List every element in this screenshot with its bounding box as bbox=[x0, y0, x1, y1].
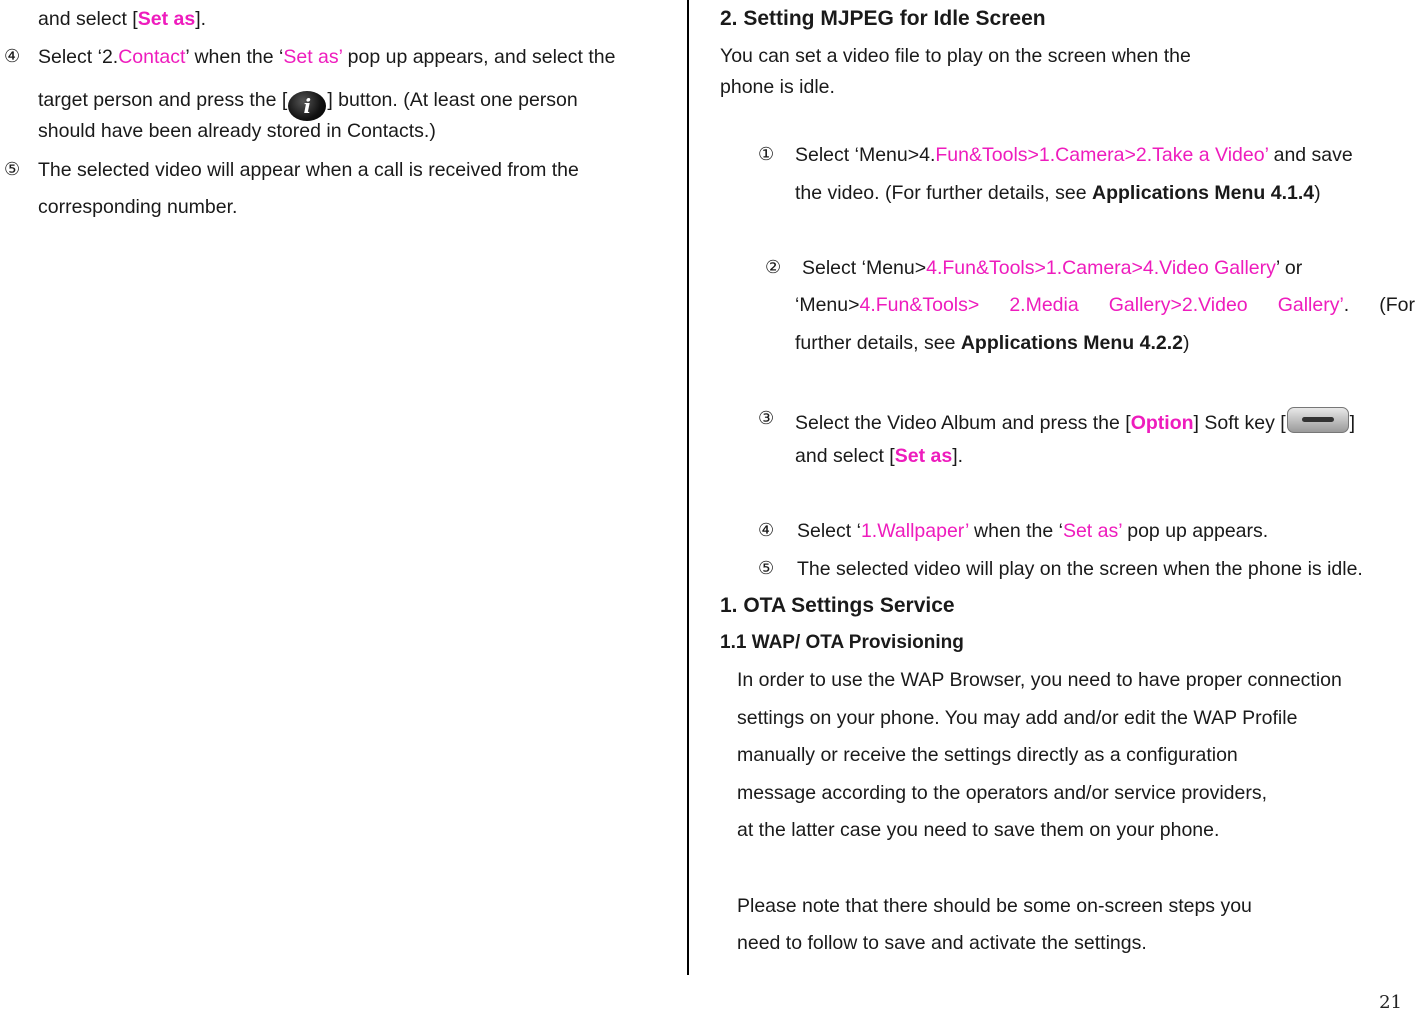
intro-line2: phone is idle. bbox=[720, 76, 835, 98]
column-divider bbox=[687, 0, 689, 975]
menu-reference: Applications Menu 4.1.4 bbox=[1091, 182, 1315, 204]
text: pop up appears, and select the bbox=[342, 46, 616, 68]
text: ] Soft key [ bbox=[1193, 412, 1286, 434]
step1-line1 bbox=[795, 143, 1353, 167]
ota-subtitle: 1.1 WAP/ OTA Provisioning bbox=[720, 632, 964, 653]
option-label: Option bbox=[1130, 412, 1194, 434]
page-number: 21 bbox=[1379, 992, 1402, 1013]
left-step5-line1: The selected video will appear when a call is received from the bbox=[38, 159, 579, 181]
text: ’ or bbox=[1275, 257, 1303, 279]
step3-line1 bbox=[795, 407, 1355, 435]
set-as-label: Set as bbox=[137, 8, 196, 30]
step-5-number: ⑤ bbox=[4, 159, 21, 180]
text: Select ‘2. bbox=[38, 46, 119, 68]
softkey-icon bbox=[1287, 407, 1349, 433]
text: and select [ bbox=[38, 8, 138, 30]
text: ] button. (At least one person bbox=[327, 89, 578, 111]
left-step5-line2: corresponding number. bbox=[38, 196, 238, 218]
para1-line: message according to the operators and/or service providers, bbox=[737, 782, 1268, 804]
set-as-label: Set as’ bbox=[1062, 520, 1122, 542]
text: when the ‘ bbox=[968, 520, 1063, 542]
text: Select ‘ bbox=[797, 520, 861, 542]
text: (For bbox=[1379, 294, 1415, 316]
step2-line1 bbox=[802, 256, 1302, 280]
menu-path: Gallery’ bbox=[1277, 294, 1344, 316]
para1-line: settings on your phone. You may add and/or edit the WAP Profile bbox=[737, 707, 1298, 729]
text: ’ when the ‘ bbox=[185, 46, 284, 68]
text: the video. (For further details, see bbox=[795, 182, 1092, 204]
intro-line1: You can set a video file to play on the screen when the bbox=[720, 45, 1191, 67]
text: pop up appears. bbox=[1121, 520, 1269, 542]
menu-path: 2.Media bbox=[1009, 294, 1079, 316]
text: Select ‘Menu> bbox=[802, 257, 927, 279]
section-heading: 2. Setting MJPEG for Idle Screen bbox=[720, 7, 1046, 30]
text: ) bbox=[1182, 332, 1190, 354]
step3-line2 bbox=[795, 444, 963, 468]
text: ]. bbox=[195, 8, 207, 30]
text: ) bbox=[1314, 182, 1321, 204]
step2-line3 bbox=[795, 331, 1189, 355]
left-step4-line2 bbox=[38, 88, 578, 121]
step5-line1: The selected video will play on the screen when the phone is idle. bbox=[797, 558, 1363, 580]
step4-line1 bbox=[797, 519, 1268, 543]
para1-line: In order to use the WAP Browser, you need to have proper connection bbox=[737, 669, 1342, 691]
menu-path: 4.Fun&Tools> bbox=[859, 294, 980, 316]
para1-line: at the latter case you need to save them on your phone. bbox=[737, 819, 1220, 841]
step-4-number: ④ bbox=[758, 520, 775, 541]
info-icon: i bbox=[288, 91, 326, 121]
wallpaper-label: 1.Wallpaper’ bbox=[860, 520, 969, 542]
menu-path: Fun&Tools>1.Camera>2.Take a Video’ bbox=[935, 144, 1269, 166]
step-1-number: ① bbox=[758, 144, 775, 165]
text: Select ‘Menu>4. bbox=[795, 144, 936, 166]
menu-reference: Applications Menu 4.2.2 bbox=[960, 332, 1183, 354]
menu-path: Gallery>2.Video bbox=[1108, 294, 1248, 316]
para1-line: manually or receive the settings directly as a configuration bbox=[737, 744, 1238, 766]
text: ]. bbox=[952, 445, 964, 467]
contact-label: Contact bbox=[118, 46, 186, 68]
step-3-number: ③ bbox=[758, 408, 775, 429]
set-as-label: Set as bbox=[894, 445, 953, 467]
para2-line: Please note that there should be some on-screen steps you bbox=[737, 895, 1252, 917]
menu-path: 4.Fun&Tools>1.Camera>4.Video Gallery bbox=[926, 257, 1276, 279]
step-5-number: ⑤ bbox=[758, 558, 775, 579]
text: ] bbox=[1349, 412, 1356, 434]
left-cont-line bbox=[38, 7, 206, 31]
text: ‘Menu> bbox=[795, 294, 860, 316]
step2-line2 bbox=[795, 293, 1415, 317]
left-step4-line3: should have been already stored in Contacts.) bbox=[38, 120, 436, 142]
left-step4-line1 bbox=[38, 45, 615, 69]
step-4-number: ④ bbox=[4, 46, 21, 67]
text: and select [ bbox=[795, 445, 895, 467]
step-2-number: ② bbox=[765, 257, 782, 278]
text: and save bbox=[1268, 144, 1353, 166]
text: target person and press the [ bbox=[38, 89, 288, 111]
text: Select the Video Album and press the [ bbox=[795, 412, 1131, 434]
step1-line2 bbox=[795, 181, 1321, 205]
ota-title: 1. OTA Settings Service bbox=[720, 594, 955, 617]
para2-line: need to follow to save and activate the settings. bbox=[737, 932, 1147, 954]
text: . bbox=[1343, 294, 1350, 316]
text: further details, see bbox=[795, 332, 961, 354]
set-as-label: Set as’ bbox=[283, 46, 343, 68]
